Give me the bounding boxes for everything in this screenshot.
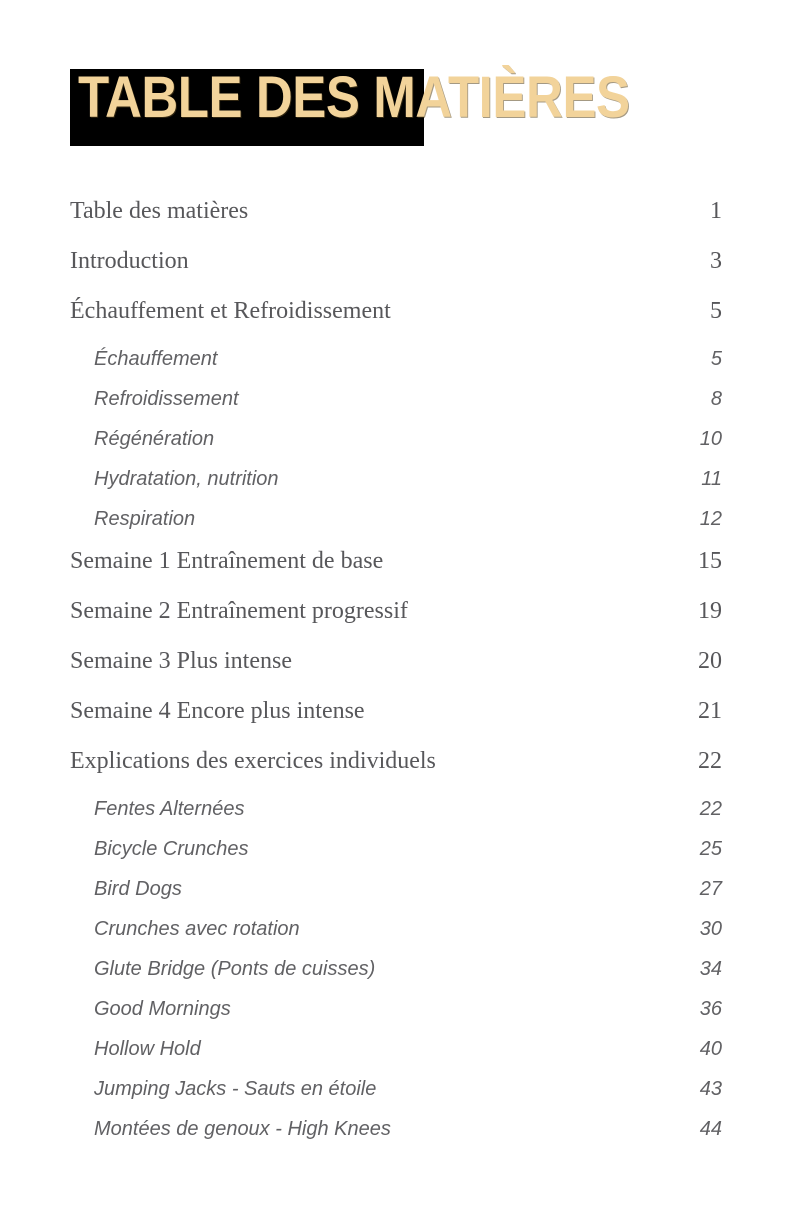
toc-entry[interactable]: [70, 596, 722, 646]
toc-entry-title: Good Mornings: [94, 998, 231, 1020]
toc-entry-title: Bicycle Crunches: [94, 838, 249, 860]
toc-entry-title: Échauffement: [94, 348, 218, 370]
toc-entry[interactable]: [70, 386, 722, 426]
toc-entry[interactable]: [70, 196, 722, 246]
toc-entry-title: Échauffement et Refroidissement: [70, 298, 391, 324]
toc-entry-page-number: 3: [710, 248, 722, 274]
toc-entry-title: Semaine 1 Entraînement de base: [70, 548, 384, 574]
toc-entry-title: Hydratation, nutrition: [94, 468, 279, 490]
toc-entry[interactable]: [70, 956, 722, 996]
toc-entry[interactable]: [70, 546, 722, 596]
toc-entry[interactable]: [70, 696, 722, 746]
toc-entry-page-number: 44: [699, 1118, 722, 1140]
toc-entry-page-number: 5: [710, 348, 722, 370]
toc-entry-title: Explications des exercices individuels: [70, 748, 436, 774]
toc-entry-page-number: 21: [698, 698, 722, 724]
toc-entry[interactable]: [70, 916, 722, 956]
toc-entry-page-number: 22: [699, 798, 722, 820]
toc-entry-page-number: 30: [699, 918, 722, 940]
toc-entry[interactable]: [70, 796, 722, 836]
toc-entry[interactable]: [70, 746, 722, 796]
toc-entry[interactable]: [70, 346, 722, 386]
toc-entry-title: Table des matières: [70, 198, 249, 224]
toc-entry-page-number: 15: [698, 548, 722, 574]
toc-entry-page-number: 1: [710, 198, 722, 224]
toc-entry[interactable]: [70, 1076, 722, 1116]
toc-entry[interactable]: [70, 466, 722, 506]
page-title: TABLE DES MATIÈRES: [78, 65, 630, 130]
toc-entry-page-number: 27: [699, 878, 722, 900]
toc-entry-title: Refroidissement: [94, 388, 239, 410]
toc-entry[interactable]: [70, 996, 722, 1036]
toc-entry-title: Régénération: [94, 428, 215, 450]
toc-entry[interactable]: [70, 506, 722, 546]
toc-entry-page-number: 5: [710, 298, 722, 324]
table-of-contents: [70, 196, 722, 1156]
toc-entry-page-number: 8: [710, 388, 722, 410]
toc-entry[interactable]: [70, 246, 722, 296]
toc-entry-page-number: 40: [699, 1038, 722, 1060]
toc-entry-title: Bird Dogs: [94, 878, 182, 900]
toc-entry-title: Glute Bridge (Ponts de cuisses): [94, 958, 376, 980]
toc-entry[interactable]: [70, 836, 722, 876]
toc-entry[interactable]: [70, 426, 722, 466]
toc-entry-title: Respiration: [94, 508, 196, 530]
toc-entry-title: Hollow Hold: [94, 1038, 201, 1060]
toc-entry[interactable]: [70, 1116, 722, 1156]
toc-entry-title: Crunches avec rotation: [94, 918, 300, 940]
toc-entry-page-number: 43: [699, 1078, 722, 1100]
toc-entry-page-number: 22: [698, 748, 722, 774]
toc-entry-page-number: 25: [699, 838, 722, 860]
toc-entry-page-number: 34: [699, 958, 722, 980]
toc-entry-page-number: 10: [699, 428, 722, 450]
page-title-banner: [70, 65, 630, 146]
toc-entry[interactable]: [70, 1036, 722, 1076]
toc-entry-title: Montées de genoux - High Knees: [94, 1118, 391, 1140]
toc-entry-title: Semaine 2 Entraînement progressif: [70, 598, 408, 624]
toc-entry-title: Jumping Jacks - Sauts en étoile: [94, 1078, 377, 1100]
toc-entry-title: Semaine 3 Plus intense: [70, 648, 292, 674]
toc-entry[interactable]: [70, 876, 722, 916]
toc-entry-page-number: 12: [699, 508, 722, 530]
toc-entry-title: Semaine 4 Encore plus intense: [70, 698, 365, 724]
toc-entry-page-number: 11: [701, 468, 722, 490]
toc-entry-page-number: 19: [698, 598, 722, 624]
toc-entry-title: Fentes Alternées: [94, 798, 245, 820]
toc-entry-page-number: 20: [698, 648, 722, 674]
toc-entry[interactable]: [70, 646, 722, 696]
toc-entry-title: Introduction: [70, 248, 189, 274]
toc-entry[interactable]: [70, 296, 722, 346]
toc-entry-page-number: 36: [699, 998, 722, 1020]
